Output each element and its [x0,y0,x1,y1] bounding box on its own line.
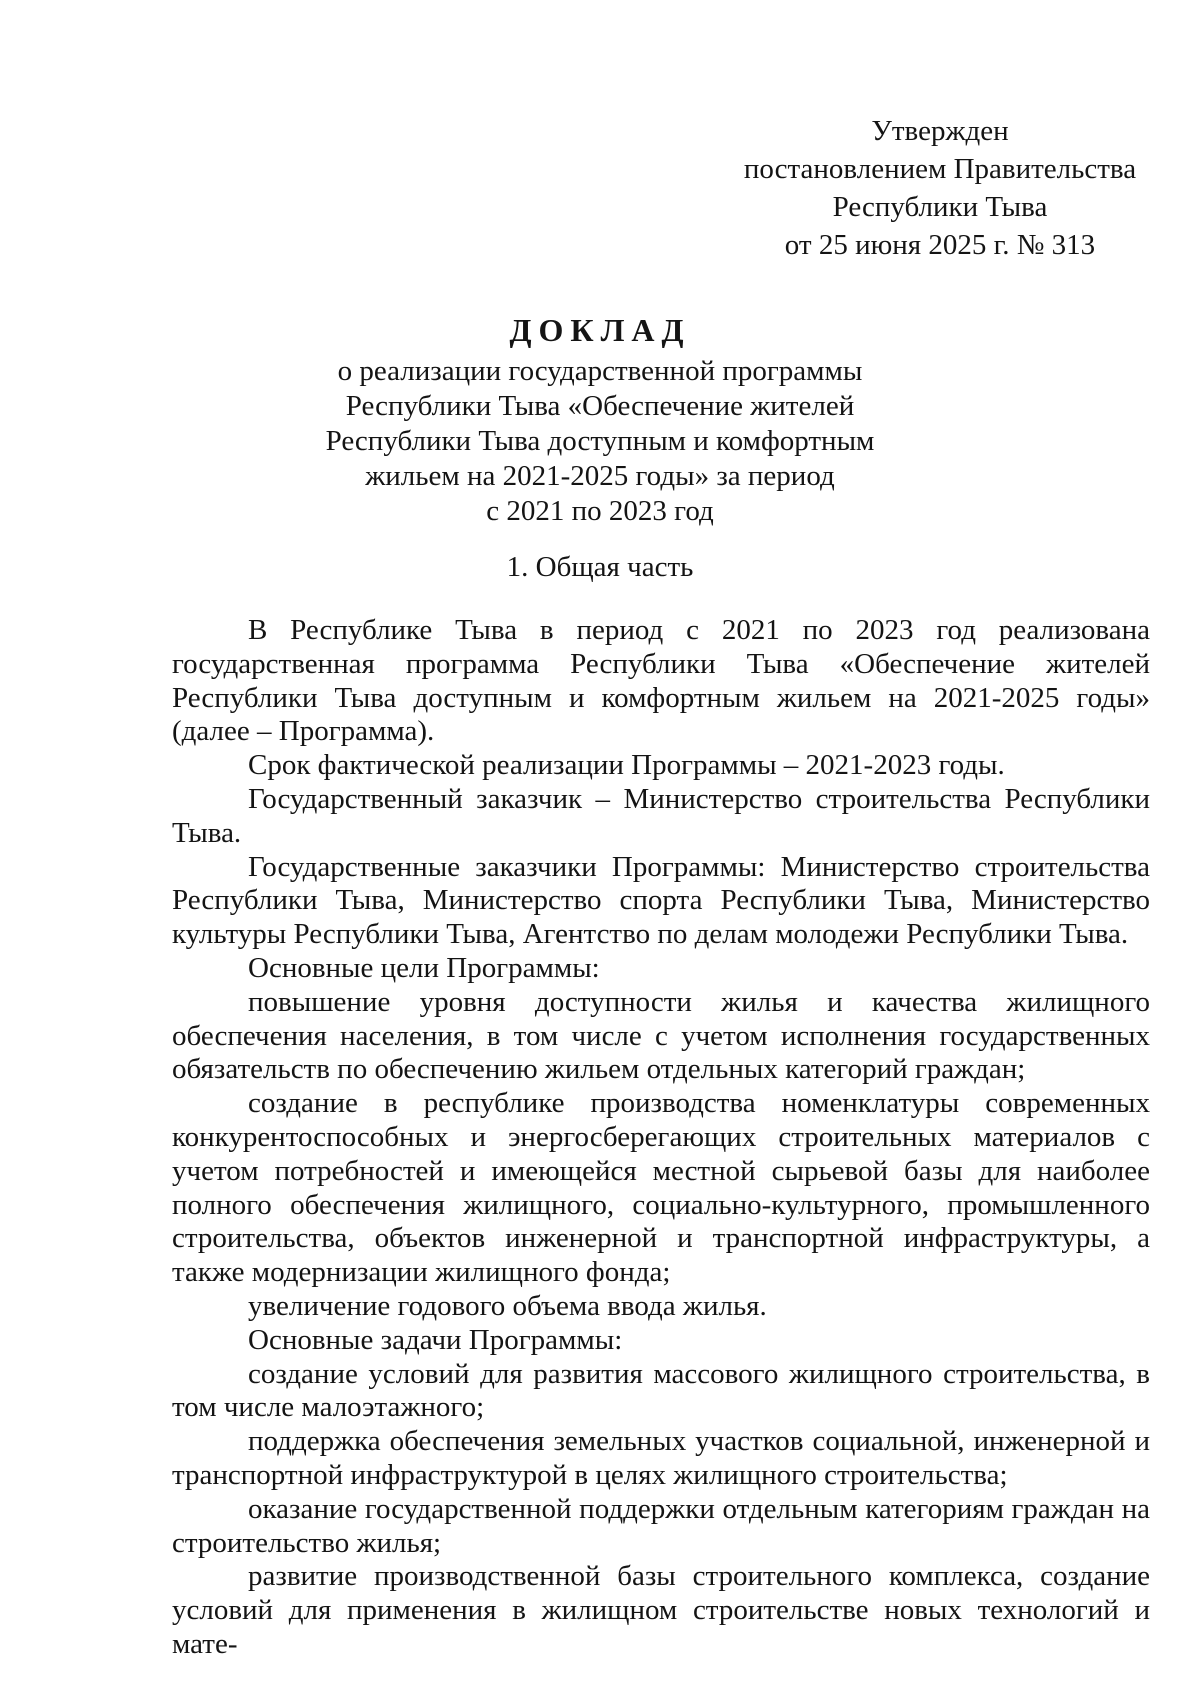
paragraph: Срок фактической реализации Программы – 2021-2023 годы. [248,749,1005,782]
paragraph: В Республике Тыва в период с 2021 по 2023 год реализована государственная программа Республики Тыва «Обеспечение жителей Республики Тыва доступным и комфортным жильем на 2021-2025 годы» (далее – Программа). [172,614,1150,748]
title-line: с 2021 по 2023 год [486,495,714,527]
section-heading: 1. Общая часть [506,551,694,583]
list-item: увеличение годового объема ввода жилья. [248,1289,767,1322]
approval-line: от 25 июня 2025 г. № 313 [784,229,1096,261]
paragraph: Государственный заказчик – Министерство строительства Республики Тыва. [172,782,1150,849]
approval-line: Утвержден [871,115,1009,147]
list-item: развитие производственной базы строительного комплекса, создание условий для применения в жилищном строительстве новых технологий и мате- [172,1560,1150,1660]
list-item: создание условий для развития массового жилищного строительства, в том числе малоэтажного; [172,1357,1150,1424]
title-line: Республики Тыва «Обеспечение жителей [345,390,855,422]
approval-line: постановлением Правительства [743,153,1137,185]
approval-line: Республики Тыва [832,191,1048,223]
document-title-block [320,310,880,529]
document-title: ДОКЛАД [509,312,691,348]
list-item: оказание государственной поддержки отдельным категориям граждан на строительство жилья; [172,1492,1150,1559]
paragraph: Основные задачи Программы: [248,1323,623,1356]
paragraph: Государственные заказчики Программы: Министерство строительства Республики Тыва, Министерство спорта Республики Тыва, Министерство культуры Республики Тыва, Агентство по делам молодежи Республики Тыва. [172,850,1150,951]
title-line: жильем на 2021-2025 годы» за период [365,460,835,492]
list-item: поддержка обеспечения земельных участков социальной, инженерной и транспортной инфраструктурой в целях жилищного строительства; [172,1425,1150,1491]
title-line: Республики Тыва доступным и комфортным [325,425,875,457]
paragraph: Основные цели Программы: [248,951,600,984]
title-line: о реализации государственной программы [337,355,863,387]
approval-stamp [740,112,1140,264]
list-item: создание в республике производства номенклатуры современных конкурентоспособных и энергосберегающих строительных материалов с учетом потребностей и имеющейся местной сырьевой базы для наиболее полного обеспечения жилищного, социально-культурного, промышленного строительства, объектов инженерной и транспортной инфраструктуры, а также модернизации жилищного фонда; [172,1087,1150,1289]
list-item: повышение уровня доступности жилья и качества жилищного обеспечения населения, в том числе с учетом исполнения государственных обязательств по обеспечению жильем отдельных категорий граждан; [172,985,1150,1086]
document-body [172,614,1150,1662]
